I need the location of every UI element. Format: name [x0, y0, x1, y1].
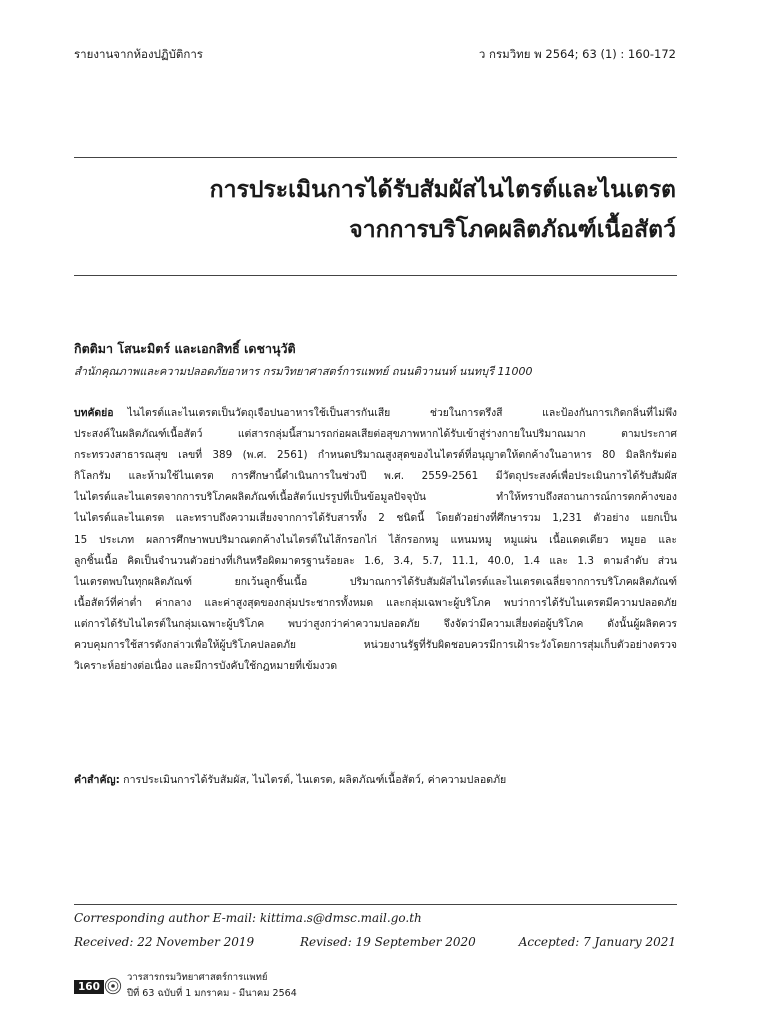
abstract-line: แต่การได้รับไนไตรต์ในกลุ่มเฉพาะผู้บริโภค พบว่าสูงกว่าค่าความปลอดภัย จึงจัดว่ามีความเสี่ยงต่อผู้บริโภค ดังนั้นผู้ผลิตควร: [74, 617, 677, 630]
journal-seal-icon: [104, 977, 122, 995]
abstract-line: ไนไตรต์และไนเตรต และทราบถึงความเสี่ยงจากการได้รับสารทั้ง 2 ชนิดนี้ โดยตัวอย่างที่ศึกษารวม 1,231 ตัวอย่าง แยกเป็น: [74, 512, 677, 525]
abstract-line: กิโลกรัม และห้ามใช้ไนเตรต การศึกษานี้ดำเนินการในช่วงปี พ.ศ. 2559-2561 มีวัตถุประสงค์เพื่อประเมินการได้รับสัมผัส: [74, 470, 677, 483]
abstract-line: ควบคุมการใช้สารดังกล่าวเพื่อให้ผู้บริโภคปลอดภัย หน่วยงานรัฐที่รับผิดชอบควรมีการเฝ้าระวังโดยการสุ่มเก็บตัวอย่างตรวจ: [74, 639, 677, 652]
title-line-1: การประเมินการได้รับสัมผัสไนไตรต์และไนเตรต: [209, 176, 676, 203]
abstract-line: บทคัดย่อ ไนไตรต์และไนเตรตเป็นวัตถุเจือปนอาหารใช้เป็นสารกันเสีย ช่วยในการตรึงสี และป้องกันการเกิดกลิ่นที่ไม่พึง: [74, 407, 677, 419]
abstract-line: ประสงค์ในผลิตภัณฑ์เนื้อสัตว์ แต่สารกลุ่มนี้สามารถก่อผลเสียต่อสุขภาพหากได้รับเข้าสู่ร่างกายในปริมาณมาก ตามประกาศ: [74, 428, 677, 441]
received-date: Received: 22 November 2019: [74, 935, 255, 949]
keywords-text: การประเมินการได้รับสัมผัส, ไนไตรต์, ไนเตรต, ผลิตภัณฑ์เนื้อสัตว์, ค่าความปลอดภัย: [119, 774, 507, 786]
title-bottom-rule: [74, 275, 677, 276]
title-line-2: จากการบริโภคผลิตภัณฑ์เนื้อสัตว์: [349, 216, 676, 243]
running-header-section: รายงานจากห้องปฏิบัติการ: [74, 47, 203, 61]
corresponding-author: Corresponding author E-mail: kittima.s@dmsc.mail.go.th: [74, 911, 422, 925]
abstract-line: วิเคราะห์อย่างต่อเนื่อง และมีการบังคับใช้กฎหมายที่เข้มงวด: [74, 660, 338, 673]
title-top-rule: [74, 157, 677, 158]
keywords-label: คำสำคัญ:: [74, 774, 120, 786]
journal-issue: ปีที่ 63 ฉบับที่ 1 มกราคม - มีนาคม 2564: [127, 988, 297, 999]
author-list: กิตติมา โสนะมิตร์ และเอกสิทธิ์ เดชานุวัติ: [74, 341, 296, 356]
journal-name: วารสารกรมวิทยาศาสตร์การแพทย์: [127, 972, 268, 983]
abstract-line: ลูกชิ้นเนื้อ คิดเป็นจำนวนตัวอย่างที่เกินหรือผิดมาตรฐานร้อยละ 1.6, 3.4, 5.7, 11.1, 40.0, 1.4 และ 1.3 ตามลำดับ ส่วน: [74, 554, 677, 567]
abstract-line: ไนไตรต์และไนเตรตจากการบริโภคผลิตภัณฑ์เนื้อสัตว์แปรรูปที่เป็นข้อมูลปัจจุบัน ทำให้ทราบถึงสถานการณ์การตกค้างของ: [74, 491, 677, 504]
running-header-citation: ว กรมวิทย พ 2564; 63 (1) : 160-172: [478, 47, 676, 61]
abstract-line: 15 ประเภท ผลการศึกษาพบปริมาณตกค้างไนไตรต์ในไส้กรอกไก่ ไส้กรอกหมู แหนมหมู หมูแผ่น เนื้อแดดเดียว หมูยอ และ: [74, 533, 677, 546]
abstract-label: บทคัดย่อ: [74, 407, 114, 419]
abstract-line: กระทรวงสาธารณสุข เลขที่ 389 (พ.ศ. 2561) กำหนดปริมาณสูงสุดของไนไตรต์ที่อนุญาตให้ตกค้างในอาหาร 80 มิลลิกรัมต่อ: [74, 449, 677, 462]
page-number: 160: [74, 980, 104, 994]
accepted-date: Accepted: 7 January 2021: [518, 935, 676, 949]
footer-rule: [74, 904, 677, 905]
abstract-line: เนื้อสัตว์ที่ค่าต่ำ ค่ากลาง และค่าสูงสุดของกลุ่มประชากรทั้งหมด และกลุ่มเฉพาะผู้บริโภค พบว่าการได้รับไนเตรตมีความปลอดภัย: [74, 596, 677, 609]
revised-date: Revised: 19 September 2020: [300, 935, 476, 949]
author-affiliation: สำนักคุณภาพและความปลอดภัยอาหาร กรมวิทยาศาสตร์การแพทย์ ถนนติวานนท์ นนทบุรี 11000: [74, 365, 533, 378]
abstract-line: ไนเตรตพบในทุกผลิตภัณฑ์ ยกเว้นลูกชิ้นเนื้อ ปริมาณการได้รับสัมผัสไนไตรต์และไนเตรตเฉลี่ยจากการบริโภคผลิตภัณฑ์: [74, 575, 677, 588]
keywords: [74, 771, 506, 788]
abstract: [74, 403, 677, 677]
